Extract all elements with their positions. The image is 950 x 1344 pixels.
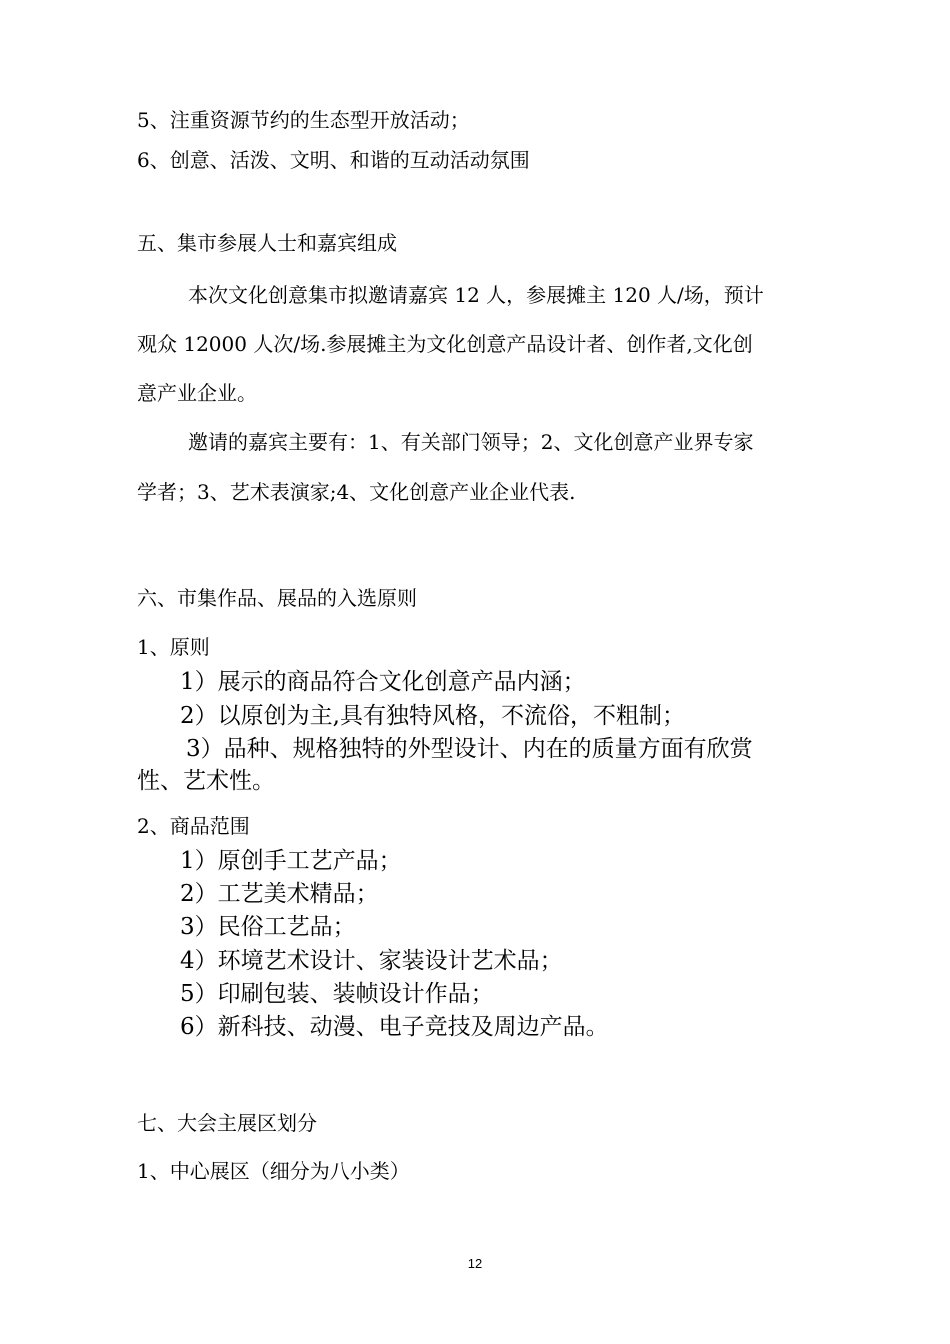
list-item: 3）民俗工艺品； [180, 914, 356, 940]
list-item: 4）环境艺术设计、家装设计艺术品； [180, 948, 563, 974]
list-item-continuation: 性、艺术性。 [137, 768, 275, 794]
text-line: 邀请的嘉宾主要有：1、有关部门领导；2、文化创意产业界专家 [188, 430, 754, 454]
subsection-heading: 1、原则 [137, 635, 210, 659]
text-line: 意产业企业。 [137, 381, 257, 405]
page-number: 12 [467, 1256, 483, 1271]
text-line: 本次文化创意集市拟邀请嘉宾 12 人，参展摊主 120 人/场，预计 [188, 283, 764, 307]
list-item: 1）展示的商品符合文化创意产品内涵； [180, 669, 586, 695]
list-item: 1）原创手工艺产品； [180, 848, 402, 874]
text-line: 5、注重资源节约的生态型开放活动； [137, 108, 470, 132]
list-item: 2）以原创为主,具有独特风格，不流俗，不粗制； [180, 703, 685, 729]
text-line: 学者；3、艺术表演家;4、文化创意产业企业代表. [137, 480, 576, 504]
list-item: 2）工艺美术精品； [180, 881, 379, 907]
section-heading: 五、集市参展人士和嘉宾组成 [137, 231, 397, 255]
list-item: 5）印刷包装、装帧设计作品； [180, 981, 494, 1007]
text-line: 观众 12000 人次/场.参展摊主为文化创意产品设计者、创作者,文化创 [137, 332, 753, 356]
subsection-heading: 2、商品范围 [137, 814, 250, 838]
section-heading: 七、大会主展区划分 [137, 1111, 317, 1135]
list-item: 6）新科技、动漫、电子竞技及周边产品。 [180, 1014, 609, 1040]
section-heading: 六、市集作品、展品的入选原则 [137, 586, 417, 610]
text-line: 6、创意、活泼、文明、和谐的互动活动氛围 [137, 148, 530, 172]
subsection-heading: 1、中心展区（细分为八小类） [137, 1159, 410, 1183]
list-item: 3）品种、规格独特的外型设计、内在的质量方面有欣赏 [186, 736, 753, 762]
